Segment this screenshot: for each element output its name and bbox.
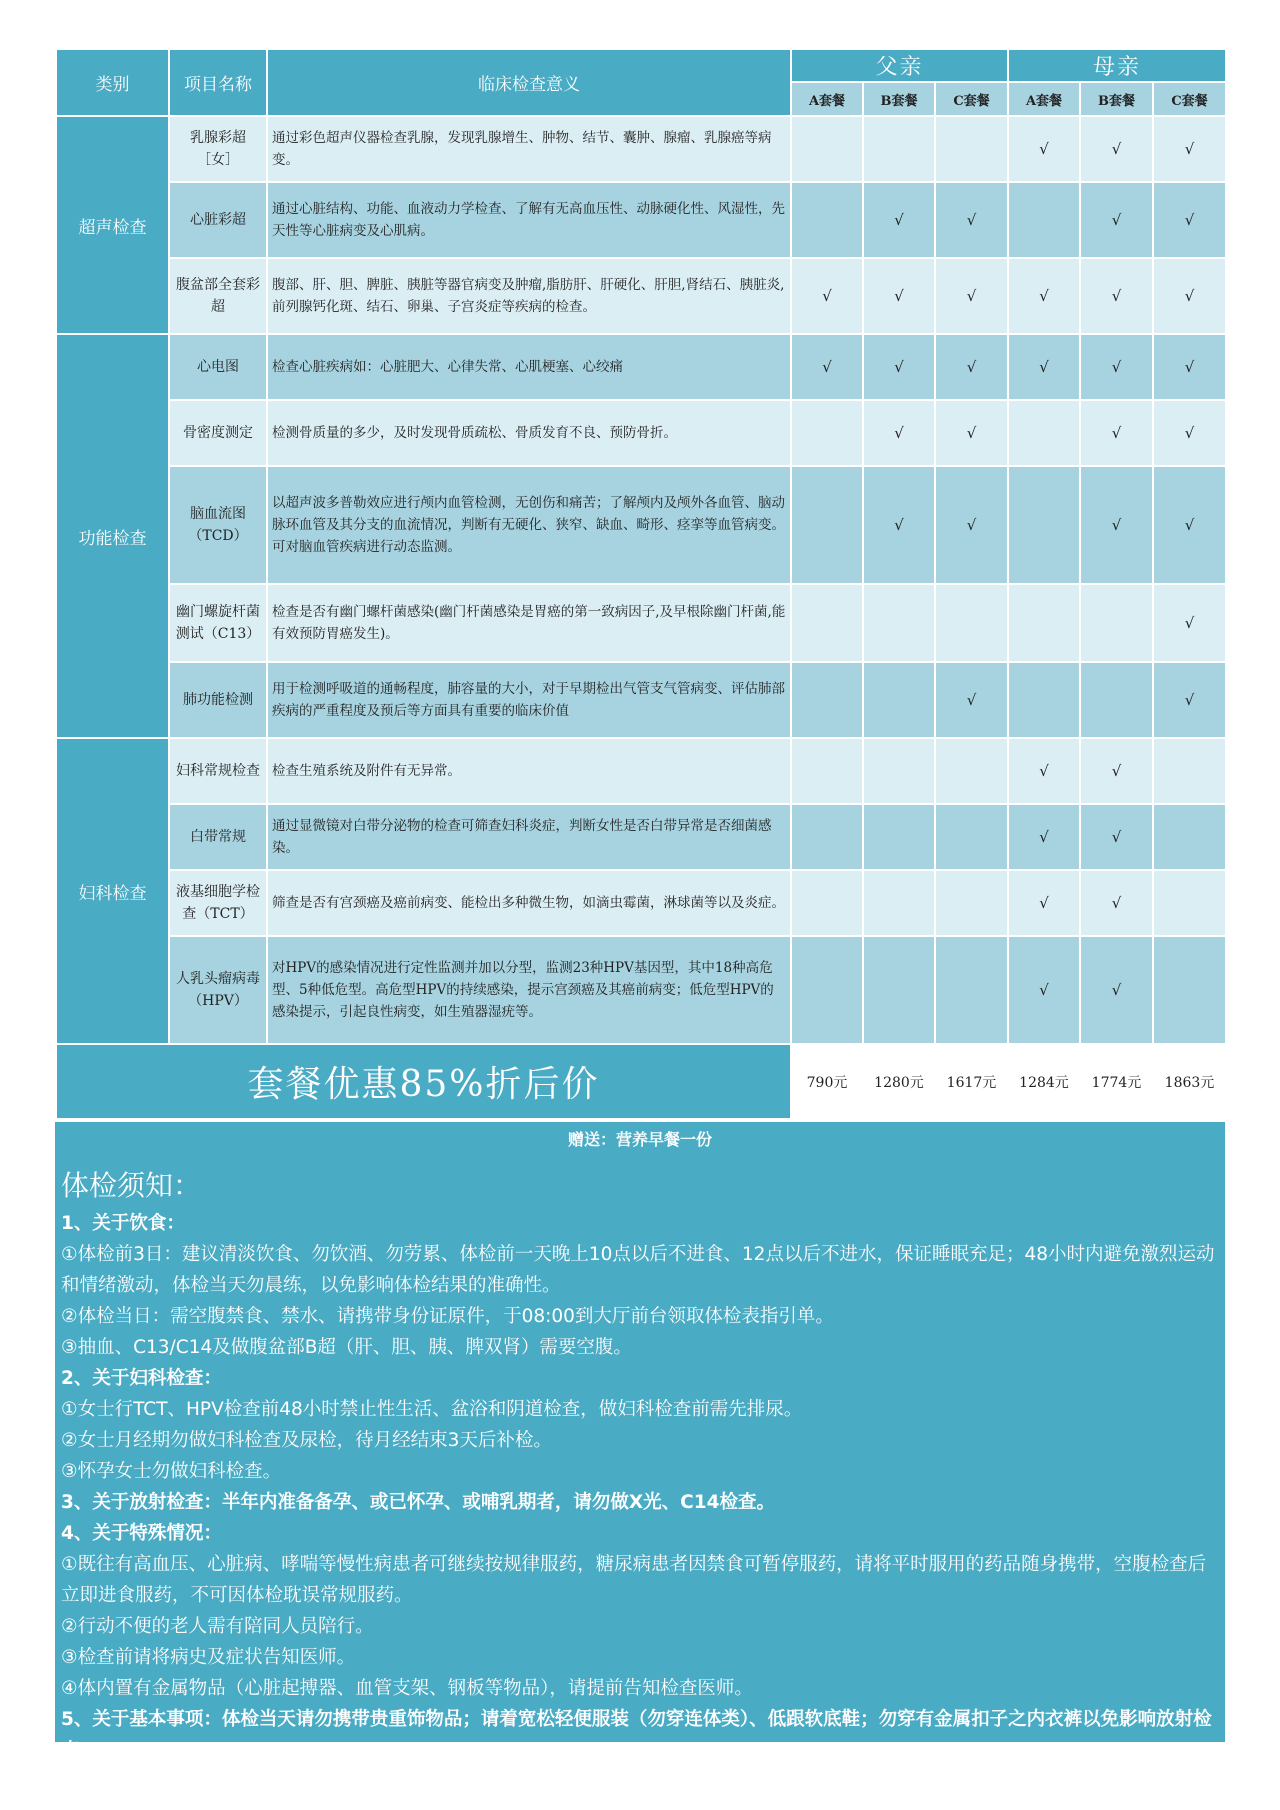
check-cell: √ — [935, 400, 1008, 466]
notice-heading: 1、关于饮食： — [61, 1213, 185, 1234]
notice-heading: 5、关于基本事项：体检当天请勿携带贵重饰物品；请着宽松轻便服装（勿穿连体类）、低跟软底鞋；勿穿有金属扣子之内衣裤以免影响放射检查。 — [61, 1709, 1212, 1761]
check-cell: √ — [1153, 584, 1226, 662]
notice-line: ①女士行TCT、HPV检查前48小时禁止性生活、盆浴和阴道检查，做妇科检查前需先排尿。 — [61, 1399, 803, 1420]
check-cell — [935, 936, 1008, 1044]
price-cell: 790元 — [791, 1044, 863, 1119]
check-cell: √ — [935, 258, 1008, 334]
meaning-cell: 通过心脏结构、功能、血液动力学检查、了解有无高血压性、动脉硬化性、风湿性，先天性等心脏病变及心肌病。 — [267, 182, 791, 258]
check-cell — [1008, 466, 1080, 584]
price-cell: 1863元 — [1153, 1044, 1226, 1119]
check-cell — [791, 400, 863, 466]
package-label: A套餐 — [1008, 82, 1080, 116]
check-cell: √ — [1153, 116, 1226, 182]
check-cell — [1153, 804, 1226, 870]
item-name-cell: 脑血流图（TCD） — [169, 466, 267, 584]
meaning-cell: 筛查是否有宫颈癌及癌前病变、能检出多种微生物，如滴虫霉菌，淋球菌等以及炎症。 — [267, 870, 791, 936]
check-cell — [1080, 584, 1153, 662]
check-cell: √ — [1008, 738, 1080, 804]
package-label: C套餐 — [1153, 82, 1226, 116]
check-cell: √ — [791, 334, 863, 400]
notice-line: ①体检前3日：建议清淡饮食、勿饮酒、勿劳累、体检前一天晚上10点以后不进食、12点以后不进水，保证睡眠充足；48小时内避免激烈运动和情绪激动，体检当天勿晨练，以免影响体检结果的准确性。 — [61, 1244, 1215, 1296]
check-cell — [863, 584, 935, 662]
table-row — [56, 738, 1226, 804]
check-cell — [1153, 870, 1226, 936]
table-row — [56, 936, 1226, 1044]
table-row — [56, 116, 1226, 182]
check-cell — [935, 116, 1008, 182]
notice-line: ③抽血、C13/C14及做腹盆部B超（肝、胆、胰、脾双肾）需要空腹。 — [61, 1337, 632, 1358]
item-name-cell: 肺功能检测 — [169, 662, 267, 738]
check-cell — [791, 182, 863, 258]
package-label: B套餐 — [863, 82, 935, 116]
check-cell: √ — [863, 466, 935, 584]
check-cell: √ — [1008, 936, 1080, 1044]
notice-line: ②行动不便的老人需有陪同人员陪行。 — [61, 1616, 374, 1637]
check-cell — [863, 662, 935, 738]
item-name-cell: 骨密度测定 — [169, 400, 267, 466]
meaning-cell: 通过显微镜对白带分泌物的检查可筛查妇科炎症，判断女性是否白带异常是否细菌感染。 — [267, 804, 791, 870]
price-cell: 1774元 — [1080, 1044, 1153, 1119]
check-cell — [791, 804, 863, 870]
price-cell: 1284元 — [1008, 1044, 1080, 1119]
header-mother: 母亲 — [1008, 49, 1226, 82]
check-cell — [863, 804, 935, 870]
check-cell — [1008, 584, 1080, 662]
check-cell: √ — [1080, 182, 1153, 258]
notice-line: ②体检当日：需空腹禁食、禁水、请携带身份证原件，于08:00到大厅前台领取体检表指引单。 — [61, 1306, 834, 1327]
check-cell — [1008, 182, 1080, 258]
item-name-cell: 白带常规 — [169, 804, 267, 870]
meaning-cell: 检测骨质量的多少，及时发现骨质疏松、骨质发育不良、预防骨折。 — [267, 400, 791, 466]
check-cell — [863, 936, 935, 1044]
check-cell: √ — [1008, 804, 1080, 870]
check-cell — [1153, 936, 1226, 1044]
notice-heading: 2、关于妇科检查： — [61, 1368, 222, 1389]
table-row — [56, 466, 1226, 584]
check-cell — [1008, 400, 1080, 466]
category-cell: 功能检查 — [56, 334, 169, 738]
header-father: 父亲 — [791, 49, 1008, 82]
notice-line: ③怀孕女士勿做妇科检查。 — [61, 1461, 282, 1482]
header-meaning: 临床检查意义 — [267, 49, 791, 116]
check-cell: √ — [863, 334, 935, 400]
notice-line: ④体内置有金属物品（心脏起搏器、血管支架、钢板等物品），请提前告知检查医师。 — [61, 1678, 753, 1699]
item-name-cell: 妇科常规检查 — [169, 738, 267, 804]
check-cell — [791, 116, 863, 182]
item-name-cell: 人乳头瘤病毒（HPV） — [169, 936, 267, 1044]
meaning-cell: 检查是否有幽门螺杆菌感染(幽门杆菌感染是胃癌的第一致病因子,及早根除幽门杆菌,能有效预防胃癌发生)。 — [267, 584, 791, 662]
item-name-cell: 心脏彩超 — [169, 182, 267, 258]
table-row — [56, 258, 1226, 334]
notice-line: ②女士月经期勿做妇科检查及尿检，待月经结束3天后补检。 — [61, 1430, 552, 1451]
check-cell: √ — [935, 334, 1008, 400]
price-cell: 1280元 — [863, 1044, 935, 1119]
item-name-cell: 液基细胞学检查（TCT） — [169, 870, 267, 936]
item-name-cell: 幽门螺旋杆菌测试（C13） — [169, 584, 267, 662]
check-cell — [935, 584, 1008, 662]
check-cell: √ — [1008, 870, 1080, 936]
check-cell: √ — [1008, 116, 1080, 182]
check-cell: √ — [935, 182, 1008, 258]
category-cell: 超声检查 — [56, 116, 169, 334]
package-table — [55, 48, 1227, 1120]
check-cell: √ — [935, 662, 1008, 738]
check-cell — [1008, 662, 1080, 738]
check-cell — [791, 738, 863, 804]
table-row — [56, 662, 1226, 738]
discount-label: 套餐优惠85%折后价 — [56, 1044, 791, 1119]
check-cell — [935, 870, 1008, 936]
check-cell — [863, 116, 935, 182]
gift-text: 赠送：营养早餐一份 — [567, 1130, 712, 1149]
package-label: C套餐 — [935, 82, 1008, 116]
check-cell: √ — [1080, 936, 1153, 1044]
check-cell — [791, 870, 863, 936]
item-name-cell: 乳腺彩超［女］ — [169, 116, 267, 182]
check-cell — [791, 936, 863, 1044]
check-cell: √ — [1153, 334, 1226, 400]
check-cell — [935, 738, 1008, 804]
check-cell: √ — [1080, 738, 1153, 804]
check-cell: √ — [791, 258, 863, 334]
check-cell: √ — [1153, 400, 1226, 466]
check-cell — [791, 584, 863, 662]
notice-line: ③检查前请将病史及症状告知医师。 — [61, 1647, 356, 1668]
header-category: 类别 — [56, 49, 169, 116]
check-cell: √ — [1153, 662, 1226, 738]
meaning-cell: 通过彩色超声仪器检查乳腺，发现乳腺增生、肿物、结节、囊肿、腺瘤、乳腺癌等病变。 — [267, 116, 791, 182]
check-cell — [1153, 738, 1226, 804]
category-cell: 妇科检查 — [56, 738, 169, 1044]
check-cell — [863, 738, 935, 804]
check-cell — [791, 662, 863, 738]
package-label: A套餐 — [791, 82, 863, 116]
meaning-cell: 腹部、肝、胆、脾脏、胰脏等器官病变及肿瘤,脂肪肝、肝硬化、肝胆,肾结石、胰脏炎,前列腺钙化斑、结石、卵巢、子宫炎症等疾病的检查。 — [267, 258, 791, 334]
table-row — [56, 870, 1226, 936]
table-row — [56, 804, 1226, 870]
meaning-cell: 检查心脏疾病如：心脏肥大、心律失常、心肌梗塞、心绞痛 — [267, 334, 791, 400]
meaning-cell: 用于检测呼吸道的通畅程度，肺容量的大小，对于早期检出气管支气管病变、评估肺部疾病的严重程度及预后等方面具有重要的临床价值 — [267, 662, 791, 738]
table-row — [56, 584, 1226, 662]
meaning-cell: 对HPV的感染情况进行定性监测并加以分型，监测23种HPV基因型，其中18种高危型、5种低危型。高危型HPV的持续感染，提示宫颈癌及其癌前病变；低危型HPV的感染提示，引起良性病变，如生殖器湿疣等。 — [267, 936, 791, 1044]
check-cell: √ — [1008, 334, 1080, 400]
check-cell — [935, 804, 1008, 870]
check-cell: √ — [935, 466, 1008, 584]
checkup-sheet — [55, 48, 1225, 1120]
item-name-cell: 腹盆部全套彩超 — [169, 258, 267, 334]
check-cell: √ — [1080, 334, 1153, 400]
check-cell — [1080, 662, 1153, 738]
notice-panel — [55, 1122, 1225, 1761]
check-cell: √ — [1080, 870, 1153, 936]
check-cell — [863, 870, 935, 936]
notice-title: 体检须知： — [61, 1169, 202, 1202]
notice-heading: 3、关于放射检查：半年内准备备孕、或已怀孕、或哺乳期者，请勿做X光、C14检查。 — [61, 1492, 775, 1513]
table-row — [56, 182, 1226, 258]
check-cell: √ — [1080, 116, 1153, 182]
check-cell: √ — [1153, 466, 1226, 584]
table-row — [56, 334, 1226, 400]
check-cell — [791, 466, 863, 584]
check-cell: √ — [1153, 258, 1226, 334]
check-cell: √ — [1080, 400, 1153, 466]
notice-heading: 4、关于特殊情况： — [61, 1523, 222, 1544]
check-cell: √ — [1080, 258, 1153, 334]
check-cell: √ — [1008, 258, 1080, 334]
check-cell: √ — [1153, 182, 1226, 258]
check-cell: √ — [863, 182, 935, 258]
check-cell: √ — [1080, 466, 1153, 584]
check-cell: √ — [863, 400, 935, 466]
meaning-cell: 以超声波多普勒效应进行颅内血管检测，无创伤和痛苦；了解颅内及颅外各血管、脑动脉环血管及其分支的血流情况，判断有无硬化、狭窄、缺血、畸形、痉挛等血管病变。可对脑血管疾病进行动态监测。 — [267, 466, 791, 584]
notice-line: ①既往有高血压、心脏病、哮喘等慢性病患者可继续按规律服药，糖尿病患者因禁食可暂停服药，请将平时服用的药品随身携带，空腹检查后立即进食服药，不可因体检耽误常规服药。 — [61, 1554, 1207, 1606]
item-name-cell: 心电图 — [169, 334, 267, 400]
package-label: B套餐 — [1080, 82, 1153, 116]
check-cell: √ — [1080, 804, 1153, 870]
price-cell: 1617元 — [935, 1044, 1008, 1119]
meaning-cell: 检查生殖系统及附件有无异常。 — [267, 738, 791, 804]
table-row — [56, 400, 1226, 466]
check-cell: √ — [863, 258, 935, 334]
notice-body — [61, 1208, 1221, 1766]
header-item-name: 项目名称 — [169, 49, 267, 116]
